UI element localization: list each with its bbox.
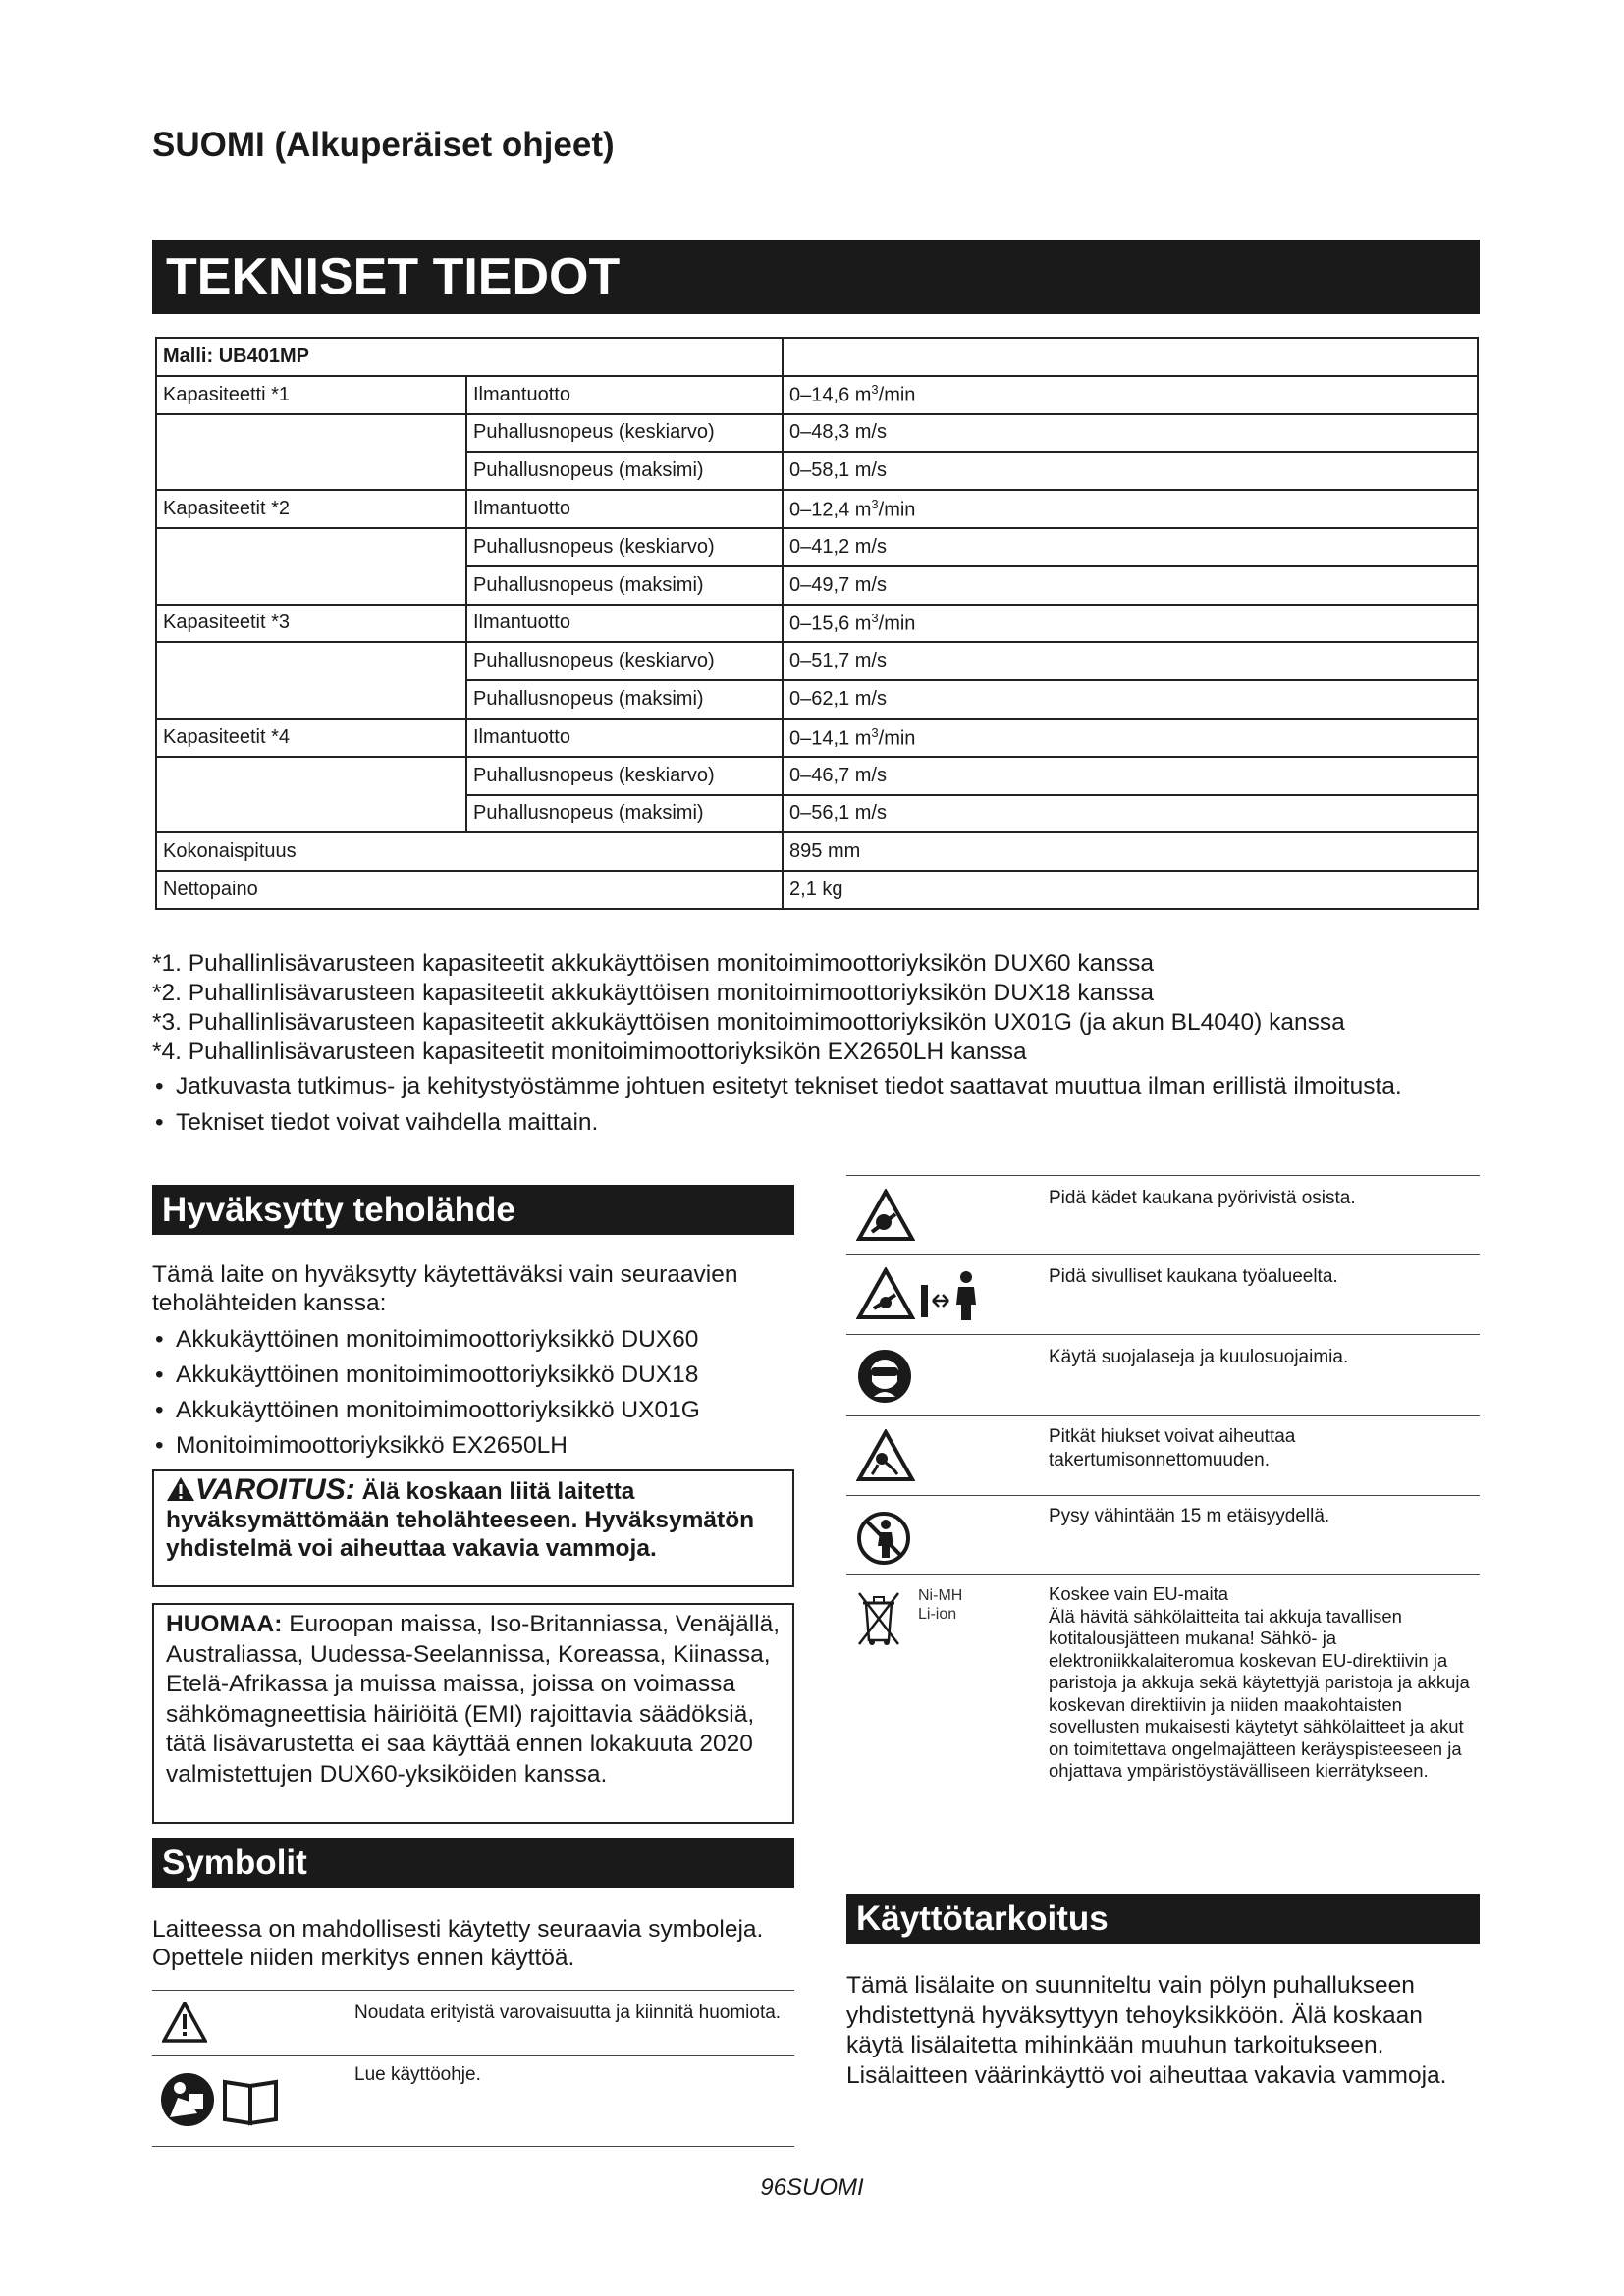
battery-type-label: Li-ion (918, 1606, 957, 1623)
air-value: 0–12,4 $m^3/\min$ (783, 490, 1478, 528)
table-row (156, 680, 1478, 719)
symbol-description: Pitkät hiukset voivat aiheuttaa takertumisonnettomuuden. (1049, 1426, 1296, 1470)
model-cell (156, 338, 783, 376)
air-value: 0–15,6 $m^3/\min$ (783, 605, 1478, 643)
symbol-description: Käytä suojalaseja ja kuulosuojaimia. (1049, 1347, 1349, 1367)
weee-title: Koskee vain EU-maita (1049, 1583, 1229, 1604)
power-source-intro: Tämä laite on hyväksytty käytettäväksi vain seuraavien teholähteiden kanssa: (152, 1261, 738, 1316)
speed-avg-value: 0–48,3 m/s (783, 414, 1478, 453)
speed-avg-label: Puhallusnopeus (keskiarvo) (466, 528, 783, 566)
power-source-list (152, 1322, 794, 1464)
model-label: Malli: (163, 345, 214, 367)
length-value: 895 mm (783, 832, 1478, 871)
speed-max-value: 0–56,1 m/s (783, 795, 1478, 833)
crossed-bin-icon (856, 1589, 901, 1648)
speed-max-label: Puhallusnopeus (maksimi) (466, 566, 783, 605)
speed-max-label: Puhallusnopeus (maksimi) (466, 680, 783, 719)
symbols-intro: Laitteessa on mahdollisesti käytetty seuraavia symboleja. Opettele niiden merkitys ennen käyttöä. (152, 1916, 764, 1971)
symbol-description: Pidä kädet kaukana pyörivistä osista. (1049, 1188, 1356, 1208)
keep-bystanders-away-icon (856, 1267, 994, 1322)
table-row (156, 414, 1478, 453)
length-label: Kokonaispituus (156, 832, 783, 871)
speed-avg-value: 0–41,2 m/s (783, 528, 1478, 566)
symbol-description: Noudata erityistä varovaisuutta ja kiinnitä huomiota. (354, 2002, 782, 2023)
table-row (156, 338, 1478, 376)
symbol-row (846, 1334, 1480, 1415)
footnote: *4. Puhallinlisävarusteen kapasiteetit monitoimimoottoriyksikön EX2650LH kanssa (152, 1039, 1027, 1065)
air-label: Ilmantuotto (466, 605, 783, 643)
air-label: Ilmantuotto (466, 719, 783, 757)
hair-entanglement-icon (856, 1429, 915, 1482)
language-title: SUOMI (Alkuperäiset ohjeet) (152, 126, 615, 164)
symbol-row (846, 1415, 1480, 1495)
warning-label: VAROITUS: (195, 1473, 355, 1506)
note-text: Euroopan maissa, Iso-Britanniassa, Venäjällä, Australiassa, Uudessa-Seelannissa, Koreassa, Kiinassa, Etelä-Afrikassa ja muissa maissa, joissa on voimassa sähkömagneettisia häiriöitä (EMI) rajoittavia säädöksiä, tätä lisävarustetta ei saa käyttää ennen lokakuuta 2020 valmistettujen DUX60-yksiköiden kanssa. (166, 1611, 781, 1788)
read-manual-icon (160, 2068, 282, 2131)
table-row (156, 719, 1478, 757)
spec-notes (152, 1072, 1488, 1147)
list-item: • Akkukäyttöinen monitoimimoottoriyksikkö DUX60 (152, 1322, 794, 1358)
table-row (156, 528, 1478, 566)
speed-max-label: Puhallusnopeus (maksimi) (466, 452, 783, 490)
warning-triangle-icon (166, 1476, 195, 1502)
weight-label: Nettopaino (156, 871, 783, 909)
page-footer (0, 2174, 1624, 2202)
speed-avg-value: 0–51,7 m/s (783, 642, 1478, 680)
weight-value: 2,1 kg (783, 871, 1478, 909)
intended-use-text: Tämä lisälaite on suunniteltu vain pölyn puhallukseen yhdistettynä hyväksyttyyn tehoyksikköön. Älä koskaan käytä lisälaitetta mihinkään muuhun tarkoitukseen. Lisälaitteen väärinkäyttö voi aiheuttaa vakavia vammoja. (846, 1972, 1447, 2089)
table-row (156, 795, 1478, 833)
spec-note: • Jatkuvasta tutkimus- ja kehitystyöstämme johtuen esitetyt tekniset tiedot saattavat muuttua ilman erillistä ilmoitusta. (152, 1072, 1488, 1100)
capacity-label: Kapasiteetit *2 (156, 490, 466, 528)
symbol-description: Lue käyttöohje. (354, 2064, 481, 2085)
speed-max-label: Puhallusnopeus (maksimi) (466, 795, 783, 833)
spec-note: • Tekniset tiedot voivat vaihdella maittain. (152, 1108, 1488, 1137)
footnote: *1. Puhallinlisävarusteen kapasiteetit akkukäyttöisen monitoimimoottoriyksikön DUX60 kanssa (152, 950, 1154, 977)
note-box (152, 1603, 794, 1824)
list-item: • Akkukäyttöinen monitoimimoottoriyksikkö DUX18 (152, 1358, 794, 1393)
section-title-symbols: Symbolit (152, 1838, 794, 1888)
speed-avg-value: 0–46,7 m/s (783, 757, 1478, 795)
model-value: UB401MP (218, 345, 309, 367)
eye-ear-protection-icon (856, 1348, 913, 1405)
symbol-row (846, 1254, 1480, 1334)
section-title-specifications: TEKNISET TIEDOT (152, 240, 1480, 314)
symbol-row (846, 1175, 1480, 1254)
speed-avg-label: Puhallusnopeus (keskiarvo) (466, 642, 783, 680)
symbol-row (846, 1495, 1480, 1574)
section-title-intended-use: Käyttötarkoitus (846, 1894, 1480, 1944)
air-label: Ilmantuotto (466, 376, 783, 414)
list-item: • Monitoimimoottoriyksikkö EX2650LH (152, 1428, 794, 1464)
footnote: *3. Puhallinlisävarusteen kapasiteetit akkukäyttöisen monitoimimoottoriyksikön UX01G (ja akun BL4040) kanssa (152, 1009, 1345, 1036)
footnotes (152, 949, 1488, 1067)
symbol-description: Pysy vähintään 15 m etäisyydellä. (1049, 1506, 1330, 1526)
warning-box (152, 1469, 794, 1587)
capacity-label: Kapasiteetti *1 (156, 376, 466, 414)
battery-type-label: Ni-MH (918, 1587, 963, 1604)
specifications-table (155, 337, 1479, 910)
speed-avg-label: Puhallusnopeus (keskiarvo) (466, 757, 783, 795)
footnote: *2. Puhallinlisävarusteen kapasiteetit akkukäyttöisen monitoimimoottoriyksikön DUX18 kanssa (152, 980, 1154, 1006)
weee-text: Älä hävitä sähkölaitteita tai akkuja tavallisen kotitalousjätteen mukana! Sähkö- ja elektroniikkalaiteromua koskevan EU-direktiivin ja paristoja ja akkuja sekä käytettyjä paristoja ja akkuja koskevan direktiivin ja niiden maakohtaisten sovellusten mukaisesti käytetyt sähkölaitteet ja akut on toimitettava ongelmajätteen keräyspisteeseen ja ohjattava ympäristöystävälliseen kierrätykseen. (1049, 1605, 1470, 1781)
table-row (156, 757, 1478, 795)
table-row (156, 642, 1478, 680)
table-row (156, 832, 1478, 871)
table-row (156, 490, 1478, 528)
air-value: 0–14,1 $m^3/\min$ (783, 719, 1478, 757)
speed-avg-label: Puhallusnopeus (keskiarvo) (466, 414, 783, 453)
symbol-row (152, 2058, 794, 2142)
speed-max-value: 0–58,1 m/s (783, 452, 1478, 490)
rotating-parts-hazard-icon (856, 1189, 915, 1242)
symbol-description: Pidä sivulliset kaukana työalueelta. (1049, 1266, 1338, 1287)
page-language: SUOMI (786, 2174, 864, 2201)
weee-row (846, 1574, 1480, 1868)
page-number: 96 (760, 2174, 787, 2201)
list-item: • Akkukäyttöinen monitoimimoottoriyksikkö UX01G (152, 1393, 794, 1428)
air-value: 0–14,6 $m^3/\min$ (783, 376, 1478, 414)
speed-max-value: 0–62,1 m/s (783, 680, 1478, 719)
table-row (156, 871, 1478, 909)
table-row (156, 376, 1478, 414)
symbol-row (152, 1996, 794, 2055)
table-row (156, 452, 1478, 490)
keep-distance-icon (856, 1511, 911, 1566)
speed-max-value: 0–49,7 m/s (783, 566, 1478, 605)
note-label: HUOMAA: (166, 1611, 283, 1637)
warning-text: Älä koskaan liitä laitetta hyväksymättömään teholähteeseen. Hyväksymätön yhdistelmä voi aiheuttaa vakavia vammoja. (166, 1478, 755, 1562)
capacity-label: Kapasiteetit *4 (156, 719, 466, 757)
air-label: Ilmantuotto (466, 490, 783, 528)
table-row (156, 566, 1478, 605)
warning-triangle-icon (162, 2002, 207, 2043)
section-title-power-source: Hyväksytty teholähde (152, 1185, 794, 1235)
table-row (156, 605, 1478, 643)
capacity-label: Kapasiteetit *3 (156, 605, 466, 643)
